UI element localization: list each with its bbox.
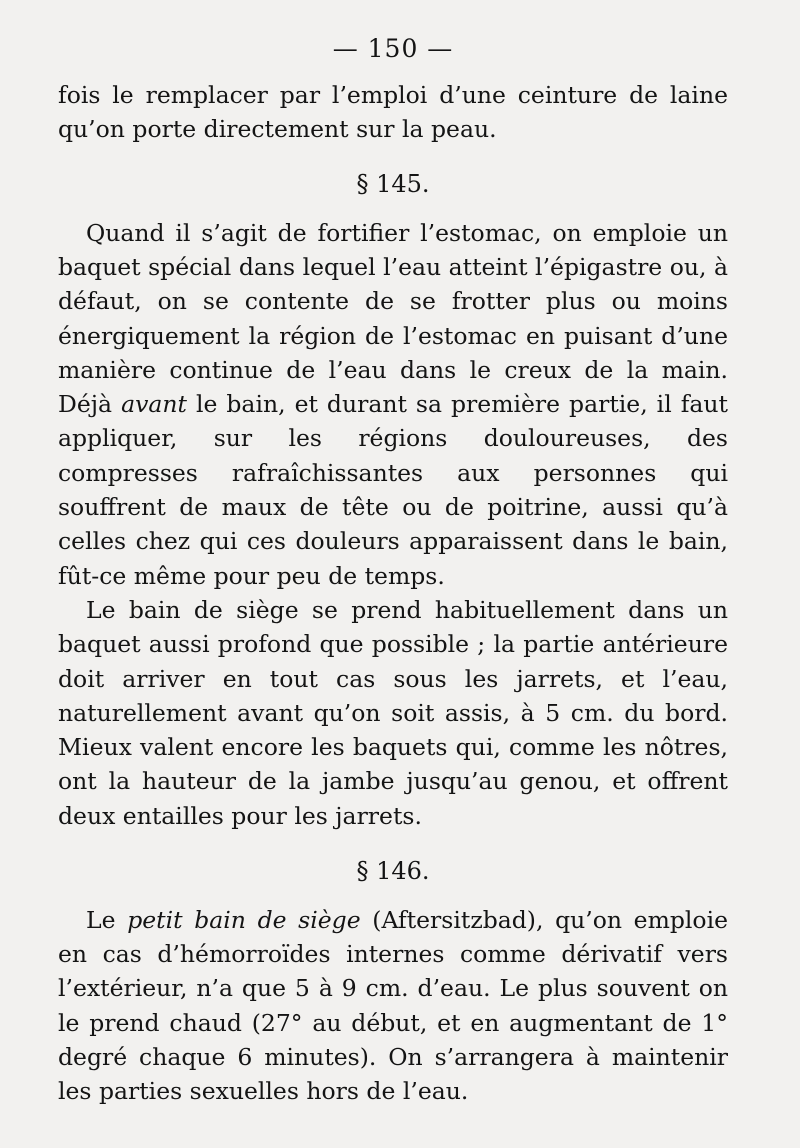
page-number: — 150 —: [332, 34, 454, 63]
paragraph-146-1-text-a: Le: [86, 905, 128, 934]
paragraph-146-1: [58, 903, 728, 1109]
paragraph-145-1-text-a: Quand il s’agit de fortifier l’estomac, on emploie un baquet spécial dans lequel l’eau atteint l’épigastre ou, à défaut, on se contente de se frotter plus ou moins énergiquement la région de l’estomac en puisant d’une manière continue de l’eau dans le creux de la main. Déjà: [58, 218, 728, 419]
continuation-paragraph: fois le remplacer par l’emploi d’une ceinture de laine qu’on porte directement sur la peau.: [58, 80, 728, 143]
paragraph-146-1-emphasis: petit bain de siège: [127, 905, 361, 934]
paragraph-145-1-emphasis: avant: [121, 390, 187, 419]
section-heading-145: § 145.: [356, 170, 430, 199]
paragraph-145-1: [58, 216, 728, 593]
section-heading-146: § 146.: [356, 857, 430, 886]
paragraph-146-1-text-b: (Aftersitzbad), qu’on emploie en cas d’hémorroïdes internes comme dérivatif vers l’extérieur, n’a que 5 à 9 cm. d’eau. Le plus souvent on le prend chaud (27° au début, et en augmentant de 1° degré chaque 6 minutes). On s’arrangera à maintenir les parties sexuelles hors de l’eau.: [58, 905, 729, 1106]
paragraph-145-2: Le bain de siège se prend habituellement dans un baquet aussi profond que possible ; la partie antérieure doit arriver en tout cas sous les jarrets, et l’eau, naturellement avant qu’on soit assis, à 5 cm. du bord. Mieux valent encore les baquets qui, comme les nôtres, ont la hauteur de la jambe jusqu’au genou, et offrent deux entailles pour les jarrets.: [58, 595, 728, 830]
paragraph-145-1-text-b: le bain, et durant sa première partie, il faut appliquer, sur les régions douloureuses, des compresses rafraîchissantes aux personnes qui souffrent de maux de tête ou de poitrine, aussi qu’à celles chez qui ces douleurs apparaissent dans le bain, fût-ce même pour peu de temps.: [58, 390, 729, 590]
